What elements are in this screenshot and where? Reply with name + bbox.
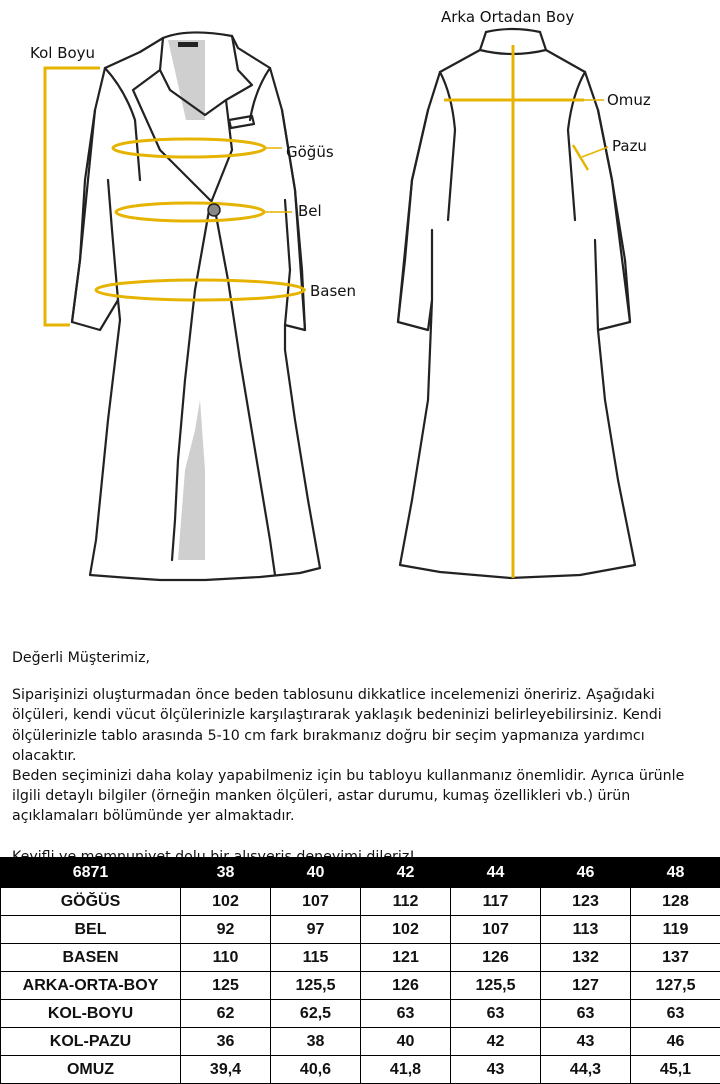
table-cell: 42 [451, 1028, 541, 1056]
table-cell: 38 [271, 1028, 361, 1056]
table-row [1, 972, 720, 1000]
table-row [1, 944, 720, 972]
message-paragraph-1: Siparişinizi oluşturmadan önce beden tablosunu dikkatlice incelemenizi öneririz. Aşağıdaki ölçüleri, kendi vücut ölçülerinizle karşılaştırarak yaklaşık bedeninizi belirleyebilirsiniz. Kendi ölçülerinizle tablo arasında 5-10 cm fark bırakmanız doğru bir seçim yapmanıza yardımcı olacaktır. [12, 685, 712, 766]
table-row [1, 1056, 720, 1084]
row-label: BEL [1, 916, 181, 944]
front-coat-drawing [72, 32, 320, 580]
label-omuz: Omuz [607, 91, 651, 109]
table-row [1, 888, 720, 916]
table-cell: 36 [181, 1028, 271, 1056]
table-cell: 119 [631, 916, 720, 944]
table-cell: 107 [271, 888, 361, 916]
table-cell: 113 [541, 916, 631, 944]
greeting: Değerli Müşterimiz, [12, 648, 712, 668]
size-table [0, 857, 720, 1084]
table-cell: 63 [451, 1000, 541, 1028]
row-label: KOL-BOYU [1, 1000, 181, 1028]
table-cell: 92 [181, 916, 271, 944]
table-cell: 62,5 [271, 1000, 361, 1028]
table-cell: 97 [271, 916, 361, 944]
table-cell: 126 [451, 944, 541, 972]
table-cell: 43 [541, 1028, 631, 1056]
table-cell: 112 [361, 888, 451, 916]
table-cell: 115 [271, 944, 361, 972]
table-cell: 126 [361, 972, 451, 1000]
header-size: 44 [451, 858, 541, 888]
label-pazu: Pazu [612, 137, 647, 155]
table-row [1, 1028, 720, 1056]
table-cell: 117 [451, 888, 541, 916]
button-icon [208, 204, 220, 216]
label-bel: Bel [298, 202, 322, 220]
table-cell: 41,8 [361, 1056, 451, 1084]
table-cell: 63 [631, 1000, 720, 1028]
table-cell: 121 [361, 944, 451, 972]
table-cell: 45,1 [631, 1056, 720, 1084]
back-measure-lines [444, 45, 608, 578]
table-cell: 63 [361, 1000, 451, 1028]
table-cell: 125,5 [451, 972, 541, 1000]
header-model-code: 6871 [1, 858, 181, 888]
row-label: KOL-PAZU [1, 1028, 181, 1056]
table-cell: 39,4 [181, 1056, 271, 1084]
header-size: 46 [541, 858, 631, 888]
customer-message [12, 648, 712, 867]
row-label: OMUZ [1, 1056, 181, 1084]
table-cell: 137 [631, 944, 720, 972]
header-size: 40 [271, 858, 361, 888]
table-cell: 40,6 [271, 1056, 361, 1084]
table-cell: 123 [541, 888, 631, 916]
table-cell: 125 [181, 972, 271, 1000]
table-cell: 127 [541, 972, 631, 1000]
table-cell: 44,3 [541, 1056, 631, 1084]
table-cell: 63 [541, 1000, 631, 1028]
table-cell: 110 [181, 944, 271, 972]
row-label: BASEN [1, 944, 181, 972]
table-cell: 128 [631, 888, 720, 916]
table-cell: 125,5 [271, 972, 361, 1000]
header-size: 48 [631, 858, 720, 888]
row-label: GÖĞÜS [1, 888, 181, 916]
label-basen: Basen [310, 282, 356, 300]
header-size: 42 [361, 858, 451, 888]
table-cell: 107 [451, 916, 541, 944]
back-coat-drawing [398, 29, 635, 578]
label-gogus: Göğüs [286, 143, 334, 161]
table-cell: 102 [181, 888, 271, 916]
table-cell: 127,5 [631, 972, 720, 1000]
label-arka-ortadan-boy: Arka Ortadan Boy [441, 8, 574, 26]
header-size: 38 [181, 858, 271, 888]
table-cell: 40 [361, 1028, 451, 1056]
table-cell: 102 [361, 916, 451, 944]
table-row [1, 1000, 720, 1028]
message-paragraph-2: Beden seçiminizi daha kolay yapabilmeniz için bu tabloyu kullanmanız önemlidir. Ayrıca ürünle ilgili detaylı bilgiler (örneğin manken ölçüleri, astar durumu, kumaş özellikleri vb.) ürün açıklamaları bölümünde yer almaktadır. [12, 766, 712, 827]
label-kol-boyu: Kol Boyu [30, 44, 95, 62]
table-cell: 43 [451, 1056, 541, 1084]
table-cell: 46 [631, 1028, 720, 1056]
table-header-row [1, 858, 720, 888]
table-row [1, 916, 720, 944]
row-label: ARKA-ORTA-BOY [1, 972, 181, 1000]
table-cell: 132 [541, 944, 631, 972]
table-cell: 62 [181, 1000, 271, 1028]
